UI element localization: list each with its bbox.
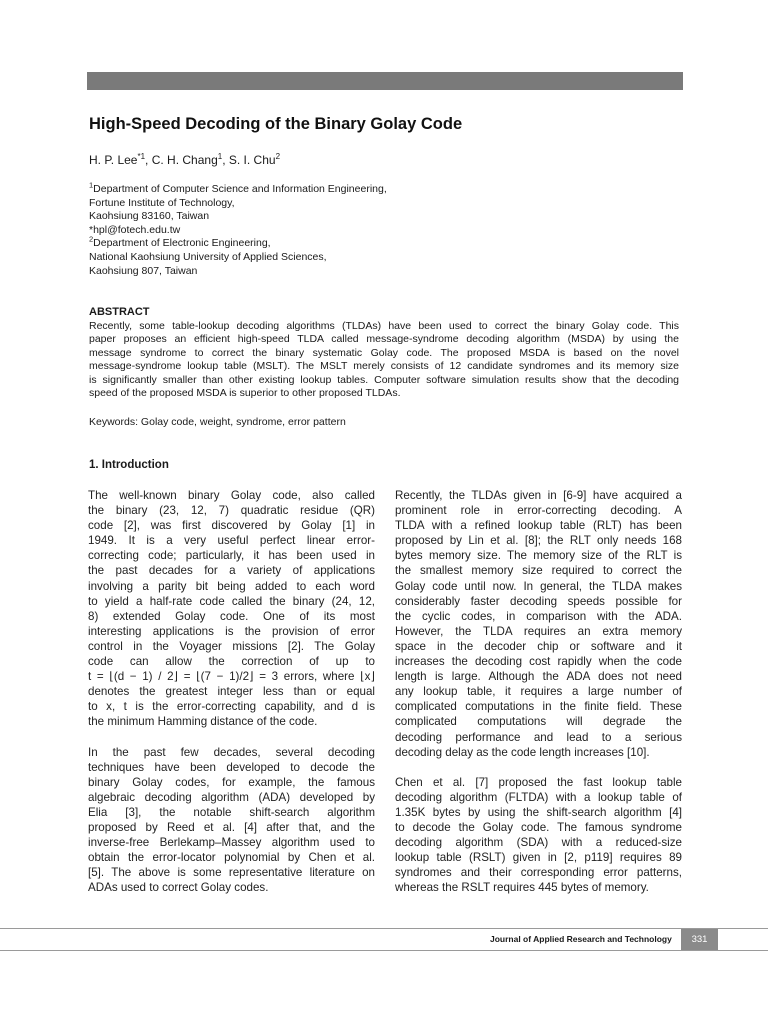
author-affil-mark: *1 xyxy=(137,152,146,161)
abstract-line: speed of the proposed MSDA is superior to other proposed TLDAs. xyxy=(89,387,401,400)
text-line: considerably faster decoding speeds possible for xyxy=(395,594,682,608)
text-line: increases the decoding cost rapidly when the code xyxy=(395,655,682,669)
text-line: bytes memory size. The memory size of the RLT is xyxy=(395,549,682,563)
text-line: algebraic decoding algorithm (ADA) developed by xyxy=(88,790,375,804)
paragraph xyxy=(395,775,682,896)
text-line: correcting code; particularly, it has been used in xyxy=(88,549,375,563)
text-line: proposed by Reed et al. [4] after that, and the xyxy=(88,820,375,834)
text-line: to x, t is the error-correcting capability, and d is xyxy=(88,700,375,714)
text-line: decoding algorithm (SDA) with a reduced-size xyxy=(395,836,682,850)
text-line: control in the Voyager missions [2]. The Golay xyxy=(88,639,375,653)
text-line: to decode the Golay code. The famous syndrome xyxy=(395,820,682,834)
text-line: whereas the RSLT requires 445 bytes of memory. xyxy=(395,881,649,895)
abstract-body xyxy=(89,320,679,400)
paragraph xyxy=(88,745,375,896)
text-line: binary Golay codes, for example, the famous xyxy=(88,775,375,789)
affil-mark: 2 xyxy=(89,234,94,244)
text-line: Elia [3], the notable shift-search algorithm xyxy=(88,805,375,819)
text-line: techniques have been developed to decode the xyxy=(88,760,375,774)
text-line: Recently, the TLDAs given in [6-9] have acquired a xyxy=(395,489,682,502)
text-line: denotes the greatest integer less than or equal xyxy=(88,685,375,699)
text-line: [5]. The above is some representative literature on xyxy=(88,866,375,880)
text-line: code [2], was first discovered by Golay [1] in xyxy=(88,519,375,533)
journal-name: Journal of Applied Research and Technology xyxy=(490,934,672,944)
text-line: syndromes and their corresponding error patterns, xyxy=(395,866,682,880)
text-line: 1.35K bytes by using the shift-search algorithm [4] xyxy=(395,805,682,819)
abstract-line: message syndrome to correct the binary systematic Golay code. The proposed MSDA is based on the novel xyxy=(89,346,679,359)
page-number: 331 xyxy=(681,929,718,950)
affiliation-line xyxy=(89,180,387,197)
text-line: proposed by Lin et al. [8]; the RLT only needs 168 xyxy=(395,534,682,548)
affil-text: Department of Computer Science and Information Engineering, xyxy=(93,183,387,195)
text-line: decoding delay as the code length increases [10]. xyxy=(395,745,650,759)
text-line: lookup table (RSLT) given in [2, p119] requires 89 xyxy=(395,851,682,865)
affiliations xyxy=(89,180,387,278)
text-line: the smallest memory size required to correct the xyxy=(395,564,682,578)
affil-text: Fortune Institute of Technology, xyxy=(89,196,235,209)
text-line: to yield a half-rate code called the binary (24, 12, xyxy=(88,594,375,608)
abstract-heading: ABSTRACT xyxy=(89,306,150,318)
text-line: code can allow the correction of up to xyxy=(88,655,375,669)
text-line: complicated computations in the finite field. These xyxy=(395,700,682,714)
author-affil-mark: 1 xyxy=(217,152,223,161)
abstract-line: paper proposes an efficient high-speed TLDA called message-syndrome decoding algorithm (MSDA) by using the xyxy=(89,333,679,346)
affiliation-line xyxy=(89,224,387,238)
text-line: Chen et al. [7] proposed the fast lookup table xyxy=(395,775,682,789)
author-list xyxy=(89,153,280,167)
text-line: TLDA with a refined lookup table (RLT) has been xyxy=(395,519,682,533)
footer-rule-bottom xyxy=(0,950,768,951)
paragraph xyxy=(88,488,375,730)
text-line: interesting applications is the provision of error xyxy=(88,624,375,638)
affil-text: Kaohsiung 83160, Taiwan xyxy=(89,210,210,223)
text-line: The well-known binary Golay code, also called xyxy=(88,489,375,502)
text-line: complicated computations will degrade the xyxy=(395,715,682,729)
text-line: ADAs used to correct Golay codes. xyxy=(88,881,269,895)
paragraph xyxy=(395,488,682,760)
affil-text: Department of Electronic Engineering, xyxy=(93,237,271,250)
abstract-line: is significantly smaller than other existing lookup tables. Computer software simulation results show that the decoding xyxy=(89,373,679,386)
text-line: 8) extended Golay code. One of its most xyxy=(88,609,375,623)
affil-text: National Kaohsiung University of Applied Sciences, xyxy=(89,250,327,263)
affiliation-line xyxy=(89,234,387,251)
text-line: the binary (23, 12, 7) quadratic residue (QR) xyxy=(88,504,375,518)
author-name: C. H. Chang xyxy=(151,153,218,167)
text-line: 1949. It is a very useful perfect linear error- xyxy=(88,534,375,548)
affiliation-line xyxy=(89,251,387,265)
author-affil-mark: 2 xyxy=(275,152,281,161)
text-line: In the past few decades, several decoding xyxy=(88,745,375,759)
text-line: decoding algorithm (FLTDA) with a lookup table of xyxy=(395,790,682,804)
text-line: any lookup table, it requires a large number of xyxy=(395,685,682,699)
text-line: the cyclic codes, in comparison with the ADA. xyxy=(395,609,682,623)
text-line: involving a parity bit being added to each word xyxy=(88,579,375,593)
author-separator: , xyxy=(145,153,152,167)
affiliation-line xyxy=(89,265,387,279)
text-line: decoding performance and lead to a serious xyxy=(395,730,682,744)
text-line: length is large. Although the ADA does not need xyxy=(395,670,682,684)
left-column xyxy=(88,488,375,910)
text-line: t = ⌊(d − 1) / 2⌋ = ⌊(7 − 1)/2⌋ = 3 errors, where ⌊x⌋ xyxy=(88,670,375,684)
author-separator: , xyxy=(222,153,229,167)
affiliation-line xyxy=(89,210,387,224)
affil-mark: 1 xyxy=(89,180,94,190)
footer-rule-top xyxy=(0,928,768,929)
text-line: inverse-free Berlekamp–Massey algorithm used to xyxy=(88,836,375,850)
text-line: the past decades for a variety of applications xyxy=(88,564,375,578)
affil-text: Kaohsiung 807, Taiwan xyxy=(89,264,198,277)
text-line: obtain the error-locator polynomial by Chen et al. xyxy=(88,851,375,865)
text-line: prominent role in error-correcting decoding. A xyxy=(395,504,682,518)
text-line: Golay code until now. In general, the TLDA makes xyxy=(395,579,682,593)
header-bar xyxy=(87,72,683,90)
abstract-line: message-syndrome lookup table (MSLT). The MSLT merely consists of 12 candidate syndromes and its memory size xyxy=(89,360,679,373)
text-line: space in the decoder chip or software and it xyxy=(395,639,682,653)
right-column xyxy=(395,488,682,910)
affiliation-line xyxy=(89,197,387,211)
section-heading: 1. Introduction xyxy=(89,459,169,471)
affil-text: *hpl@fotech.edu.tw xyxy=(89,223,181,236)
keywords: Keywords: Golay code, weight, syndrome, error pattern xyxy=(89,416,346,428)
paper-title: High-Speed Decoding of the Binary Golay Code xyxy=(89,115,463,133)
text-line: the minimum Hamming distance of the code. xyxy=(88,715,318,729)
author-name: H. P. Lee xyxy=(89,153,138,167)
abstract-line: Recently, some table-lookup decoding algorithms (TLDAs) have been used to correct the binary Golay code. This xyxy=(89,320,679,332)
text-line: However, the TLDA requires an extra memory xyxy=(395,624,682,638)
author-name: S. I. Chu xyxy=(228,153,276,167)
